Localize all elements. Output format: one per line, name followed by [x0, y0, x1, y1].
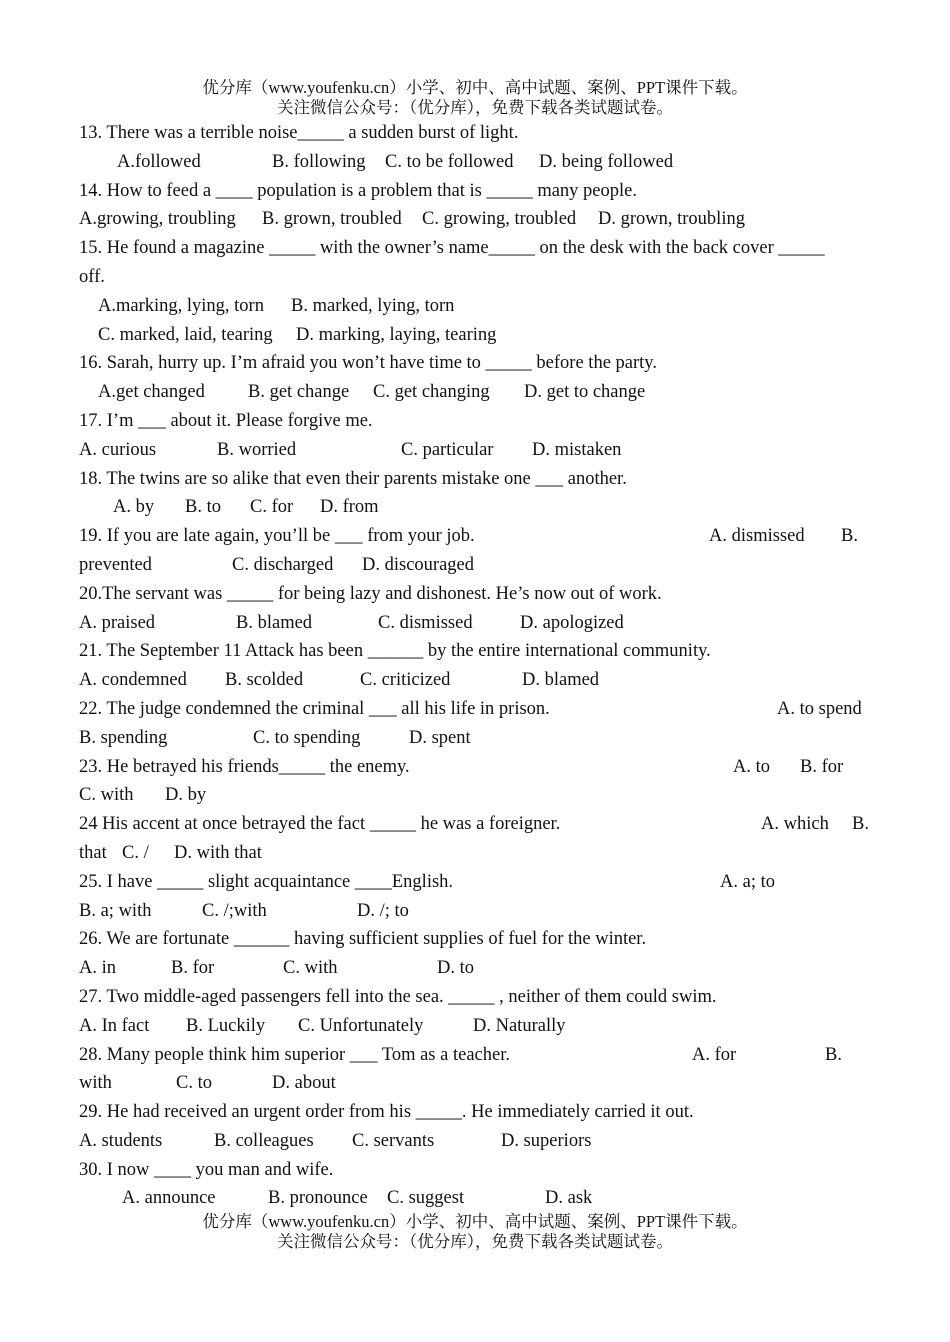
option-a: A. for — [692, 1044, 737, 1065]
option-d: D. blamed — [522, 670, 600, 691]
option-c: C. for — [250, 497, 294, 518]
question-22-line — [79, 695, 874, 724]
question-23-stem: 23. He betrayed his friends_____ the enemy. — [79, 756, 410, 777]
header-line-2: 关注微信公众号：（优分库），免费下载各类试题试卷。 — [277, 98, 673, 117]
option-a: A. which — [761, 814, 829, 835]
question-16-options — [79, 378, 874, 407]
option-c: C. criticized — [360, 670, 451, 691]
question-18-options — [79, 493, 874, 522]
question-15-options-1 — [79, 292, 874, 321]
option-c: C. suggest — [387, 1188, 465, 1209]
question-23-line — [79, 753, 874, 782]
option-a: A. to spend — [777, 698, 862, 719]
option-b: B. — [852, 814, 869, 835]
option-d: D. marking, laying, tearing — [296, 324, 497, 345]
option-b: B. get change — [248, 382, 350, 403]
option-a: A. students — [79, 1130, 163, 1151]
option-d: D. to — [437, 958, 474, 979]
option-a: A. in — [79, 958, 116, 979]
question-13-stem: 13. There was a terrible noise_____ a sudden burst of light. — [79, 123, 519, 143]
question-20-options — [79, 609, 874, 638]
option-a: A. condemned — [79, 670, 187, 691]
option-d: D. discouraged — [362, 554, 474, 575]
question-15-options-2 — [79, 321, 874, 350]
option-d: D. with that — [174, 842, 262, 863]
option-d: D. mistaken — [532, 439, 622, 460]
option-a: A.followed — [117, 151, 201, 172]
option-a: A.growing, troubling — [79, 209, 236, 230]
option-c: C. with — [79, 785, 134, 806]
option-d: D. by — [165, 785, 207, 806]
question-27-stem: 27. Two middle-aged passengers fell into the sea. _____ , neither of them could swim. — [79, 986, 717, 1007]
option-d: D. being followed — [539, 151, 674, 172]
header-line-1: 优分库（www.youfenku.cn）小学、初中、高中试题、案例、PPT课件下载。 — [202, 78, 748, 97]
question-17-stem: 17. I’m ___ about it. Please forgive me. — [79, 410, 373, 431]
question-24-line — [79, 810, 874, 839]
option-c: C. dismissed — [378, 612, 473, 633]
option-c: C. to — [176, 1073, 212, 1094]
option-b: B. a; with — [79, 900, 152, 921]
option-a: A. praised — [79, 612, 156, 633]
question-list — [79, 119, 874, 1213]
option-c: C. discharged — [232, 554, 334, 575]
question-19-line — [79, 522, 874, 551]
option-d: D. spent — [409, 727, 471, 748]
question-15-stem-cont: off. — [79, 266, 105, 287]
option-b: B. Luckily — [186, 1015, 266, 1036]
question-26-stem: 26. We are fortunate ______ having sufficient supplies of fuel for the winter. — [79, 929, 647, 950]
option-c: C. to be followed — [385, 151, 514, 172]
option-c: C. /;with — [202, 900, 267, 921]
question-22-options — [79, 724, 874, 753]
option-b-cont: prevented — [79, 554, 152, 575]
option-c: C. to spending — [253, 727, 361, 748]
question-24-options — [79, 839, 874, 868]
question-26-options — [79, 954, 874, 983]
option-c: C. particular — [401, 439, 494, 460]
option-c: C. Unfortunately — [298, 1015, 424, 1036]
question-30-stem: 30. I now ____ you man and wife. — [79, 1159, 334, 1180]
option-c: C. growing, troubled — [422, 209, 577, 230]
option-c: C. servants — [352, 1130, 435, 1151]
option-d: D. /; to — [357, 900, 409, 921]
option-b: B. worried — [217, 439, 297, 460]
option-a: A.get changed — [98, 382, 205, 403]
option-d: D. about — [272, 1073, 336, 1094]
question-20-stem: 20.The servant was _____ for being lazy and dishonest. He’s now out of work. — [79, 583, 662, 604]
question-13-options — [79, 148, 874, 177]
question-29-options — [79, 1127, 874, 1156]
question-28-options — [79, 1069, 874, 1098]
option-c: C. / — [122, 842, 149, 863]
option-d: D. grown, troubling — [598, 209, 745, 230]
question-25-stem: 25. I have _____ slight acquaintance ____English. — [79, 871, 454, 892]
question-16-stem: 16. Sarah, hurry up. I’m afraid you won’t have time to _____ before the party. — [79, 353, 657, 374]
option-b: B. for — [800, 756, 844, 777]
option-a: A. announce — [122, 1188, 216, 1209]
question-25-options — [79, 897, 874, 926]
footer-line-1: 优分库（www.youfenku.cn）小学、初中、高中试题、案例、PPT课件下载。 — [202, 1212, 748, 1231]
option-a: A. by — [113, 497, 155, 518]
option-b: B. pronounce — [268, 1188, 368, 1209]
option-a: A. a; to — [720, 871, 775, 892]
option-b: B. marked, lying, torn — [291, 295, 455, 316]
question-19-stem: 19. If you are late again, you’ll be ___ from your job. — [79, 526, 475, 547]
question-28-line — [79, 1041, 874, 1070]
question-21-stem: 21. The September 11 Attack has been ______ by the entire international community. — [79, 641, 711, 662]
option-b: B. — [825, 1044, 842, 1065]
option-a: A. In fact — [79, 1015, 150, 1036]
option-a: A.marking, lying, torn — [98, 295, 264, 316]
option-a: A. to — [733, 756, 770, 777]
question-24-stem: 24 His accent at once betrayed the fact _____ he was a foreigner. — [79, 814, 561, 835]
question-28-stem: 28. Many people think him superior ___ Tom as a teacher. — [79, 1044, 510, 1065]
option-d: D. ask — [545, 1188, 593, 1209]
option-b: B. spending — [79, 727, 168, 748]
option-d: D. get to change — [524, 382, 646, 403]
question-19-options — [79, 551, 874, 580]
page-header — [0, 78, 950, 118]
option-d: D. superiors — [501, 1130, 592, 1151]
option-d: D. Naturally — [473, 1015, 566, 1036]
question-21-options — [79, 666, 874, 695]
option-a: A. dismissed — [709, 526, 805, 547]
question-18-stem: 18. The twins are so alike that even their parents mistake one ___ another. — [79, 468, 627, 489]
question-14-stem: 14. How to feed a ____ population is a problem that is _____ many people. — [79, 180, 637, 201]
option-c: C. marked, laid, tearing — [98, 324, 273, 345]
question-27-options — [79, 1012, 874, 1041]
option-d: D. apologized — [520, 612, 624, 633]
option-b-cont: with — [79, 1073, 112, 1094]
page-footer — [0, 1212, 950, 1252]
option-b: B. following — [272, 151, 366, 172]
option-b: B. blamed — [236, 612, 313, 633]
option-b: B. grown, troubled — [262, 209, 402, 230]
footer-line-2: 关注微信公众号：（优分库），免费下载各类试题试卷。 — [277, 1232, 673, 1251]
question-17-options — [79, 436, 874, 465]
option-b-cont: that — [79, 842, 107, 863]
question-15-stem: 15. He found a magazine _____ with the owner’s name_____ on the desk with the back cover _____ — [79, 238, 825, 259]
option-d: D. from — [320, 497, 379, 518]
option-b: B. to — [185, 497, 221, 518]
option-b: B. for — [171, 958, 215, 979]
option-c: C. with — [283, 958, 338, 979]
question-14-options — [79, 205, 874, 234]
option-a: A. curious — [79, 439, 157, 460]
option-b: B. — [841, 526, 858, 547]
question-23-options — [79, 781, 874, 810]
option-b: B. colleagues — [214, 1130, 314, 1151]
option-c: C. get changing — [373, 382, 490, 403]
question-29-stem: 29. He had received an urgent order from his _____. He immediately carried it out. — [79, 1102, 694, 1123]
question-30-options — [79, 1184, 874, 1213]
question-25-line — [79, 868, 874, 897]
question-22-stem: 22. The judge condemned the criminal ___ all his life in prison. — [79, 698, 550, 719]
option-b: B. scolded — [225, 670, 304, 691]
